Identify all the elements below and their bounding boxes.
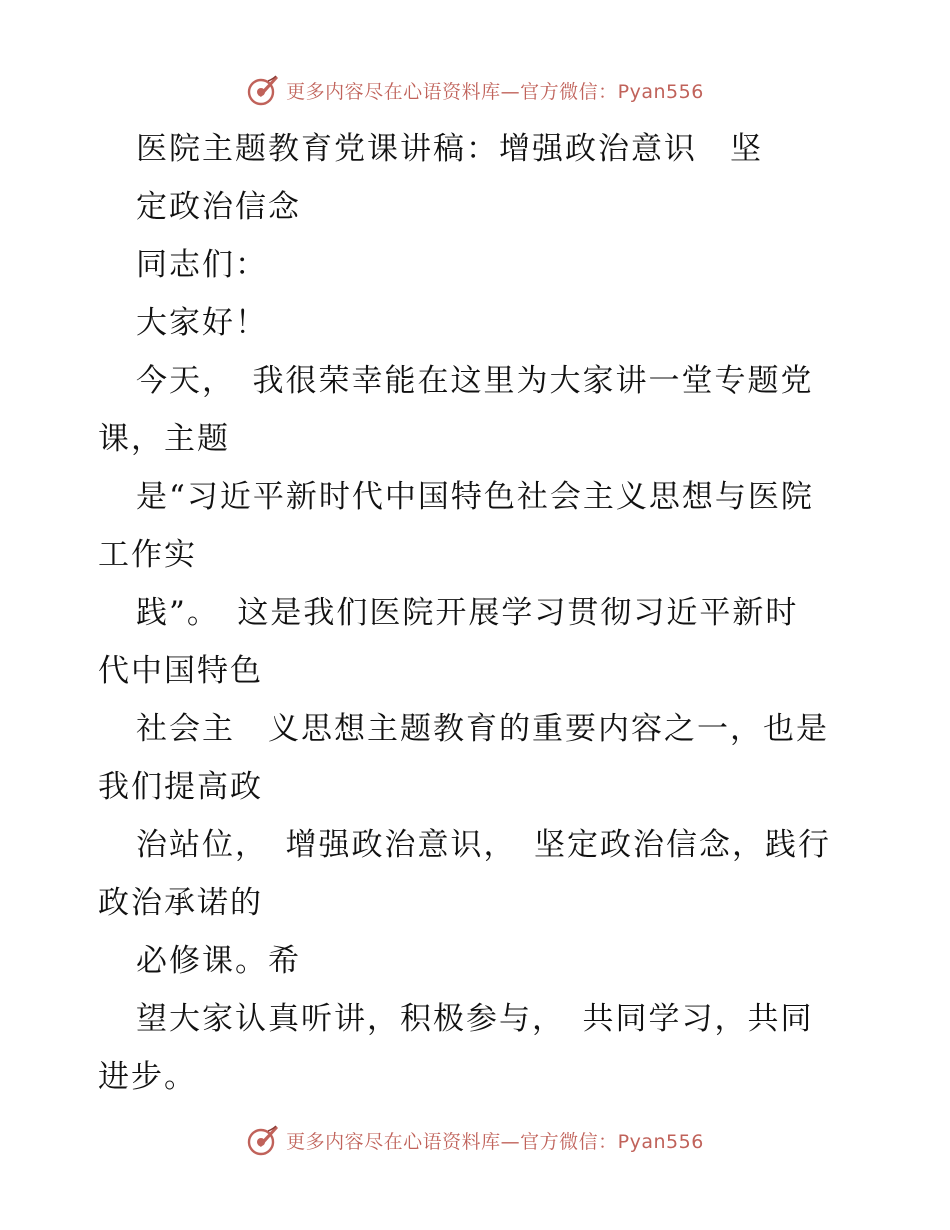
text-line: 同志们： (136, 247, 268, 283)
watermark-text: 更多内容尽在心语资料库—官方微信：Pyan556 (286, 80, 704, 103)
quill-logo-icon (246, 1123, 280, 1157)
text-line: 定政治信念 (136, 189, 301, 225)
text-line: 我们提高政 (98, 769, 263, 805)
text-line: 今天， 我很荣幸能在这里为大家讲一堂专题党 (136, 363, 814, 399)
text-line: 望大家认真听讲，积极参与， 共同学习，共同 (136, 1001, 814, 1037)
text-line: 是“习近平新时代中国特色社会主义思想与医院 (136, 479, 814, 515)
text-line: 大家好！ (136, 305, 268, 341)
text-line: 必修课。希 (136, 943, 301, 979)
text-line: 工作实 (98, 537, 197, 573)
text-line: 治站位， 增强政治意识， 坚定政治信念，践行 (136, 827, 831, 863)
text-line: 代中国特色 (98, 653, 263, 689)
text-line: 医院主题教育党课讲稿：增强政治意识 坚 (136, 131, 763, 167)
text-line: 践”。 这是我们医院开展学习贯彻习近平新时 (136, 595, 799, 631)
text-line: 进步。 (98, 1059, 197, 1095)
watermark-footer (0, 1120, 950, 1160)
text-line: 社会主 义思想主题教育的重要内容之一，也是 (136, 711, 829, 747)
text-line: 政治承诺的 (98, 885, 263, 921)
document-body (98, 120, 868, 1106)
watermark-header (0, 70, 950, 110)
watermark-text: 更多内容尽在心语资料库—官方微信：Pyan556 (286, 1130, 704, 1153)
quill-logo-icon (246, 73, 280, 107)
text-line: 课，主题 (98, 421, 230, 457)
